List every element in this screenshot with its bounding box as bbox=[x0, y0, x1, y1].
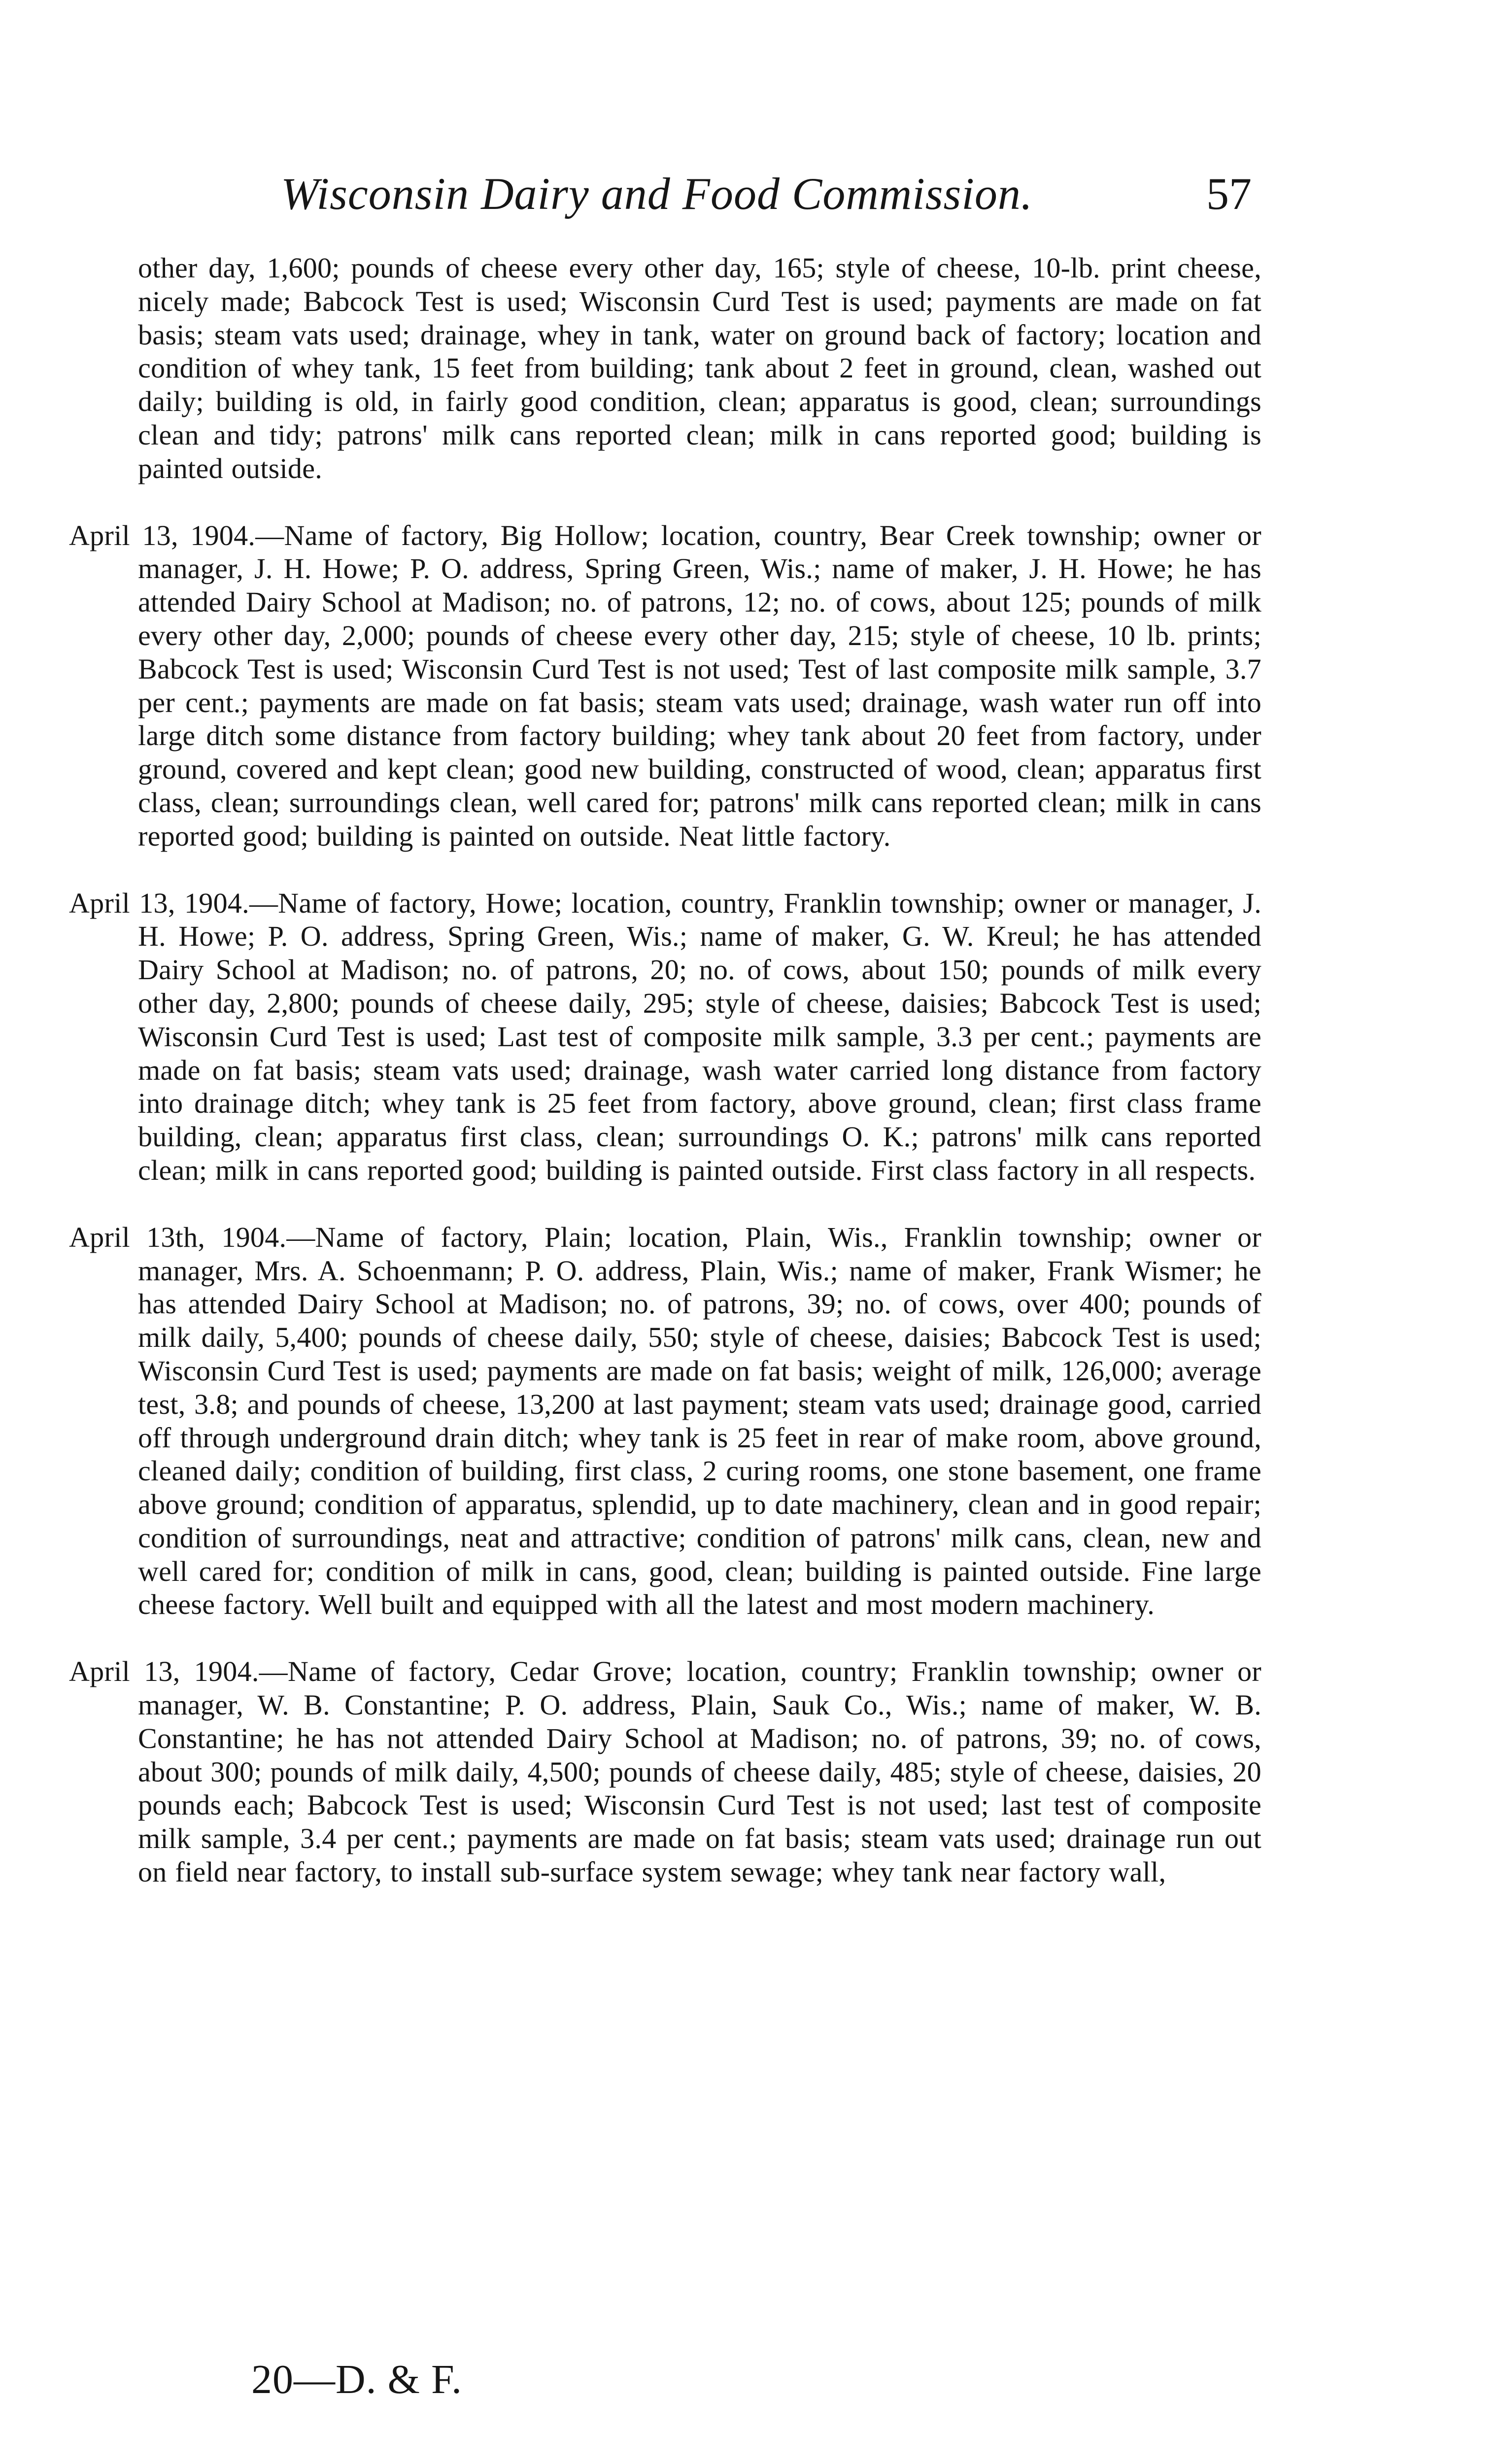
page-number: 57 bbox=[1206, 169, 1252, 219]
paragraph-big-hollow: April 13, 1904.—Name of factory, Big Hollow; location, country, Bear Creek township; owner or manager, J. H. Howe; P. O. address, Spring Green, Wis.; name of maker, J. H. Howe; he has attended Dairy School at Madison; no. of patrons, 12; no. of cows, about 125; pounds of milk every other day, 2,000; pounds of cheese every other day, 215; style of cheese, 10 lb. prints; Babcock Test is used; Wisconsin Curd Test is not used; Test of last composite milk sample, 3.7 per cent.; payments are made on fat basis; steam vats used; drainage, wash water run off into large ditch some distance from factory building; whey tank about 20 feet from factory, under ground, covered and kept clean; good new building, constructed of wood, clean; apparatus first class, clean; surroundings clean, well cared for; patrons' milk cans reported clean; milk in cans reported good; building is painted on outside. Neat little factory. bbox=[69, 519, 1261, 852]
paragraph-howe: April 13, 1904.—Name of factory, Howe; location, country, Franklin township; owner or manager, J. H. Howe; P. O. address, Spring Green, Wis.; name of maker, G. W. Kreul; he has attended Dairy School at Madison; no. of patrons, 20; no. of cows, about 150; pounds of milk every other day, 2,800; pounds of cheese daily, 295; style of cheese, daisies; Babcock Test is used; Wisconsin Curd Test is used; Last test of composite milk sample, 3.3 per cent.; payments are made on fat basis; steam vats used; drainage, wash water carried long distance from factory into drainage ditch; whey tank is 25 feet from factory, above ground, clean; first class frame building, clean; apparatus first class, clean; surroundings O. K.; patrons' milk cans reported clean; milk in cans reported good; building is painted outside. First class factory in all respects. bbox=[69, 887, 1261, 1186]
body-text bbox=[69, 251, 1261, 1922]
paragraph-plain: April 13th, 1904.—Name of factory, Plain; location, Plain, Wis., Franklin township; owner or manager, Mrs. A. Schoenmann; P. O. address, Plain, Wis.; name of maker, Frank Wismer; he has attended Dairy School at Madison; no. of patrons, 39; no. of cows, over 400; pounds of milk daily, 5,400; pounds of cheese daily, 550; style of cheese, daisies; Babcock Test is used; Wisconsin Curd Test is used; payments are made on fat basis; weight of milk, 126,000; average test, 3.8; and pounds of cheese, 13,200 at last payment; steam vats used; drainage good, carried off through underground drain ditch; whey tank is 25 feet in rear of make room, above ground, cleaned daily; condition of building, first class, 2 curing rooms, one stone basement, one frame above ground; condition of apparatus, splendid, up to date machinery, clean and in good repair; condition of surroundings, neat and attractive; condition of patrons' milk cans, clean, new and well cared for; condition of milk in cans, good, clean; building is painted outside. Fine large cheese factory. Well built and equipped with all the latest and most modern machinery. bbox=[69, 1221, 1261, 1621]
page-header bbox=[266, 168, 1252, 237]
paragraph-continued: other day, 1,600; pounds of cheese every other day, 165; style of cheese, 10-lb. print cheese, nicely made; Babcock Test is used; Wisconsin Curd Test is used; payments are made on fat basis; steam vats used; drainage, whey in tank, water on ground back of factory; location and condition of whey tank, 15 feet from building; tank about 2 feet in ground, clean, washed out daily; building is old, in fairly good condition, clean; apparatus is good, clean; surroundings clean and tidy; patrons' milk cans reported clean; milk in cans reported good; building is painted outside. bbox=[138, 252, 1261, 484]
paragraph-cedar-grove: April 13, 1904.—Name of factory, Cedar Grove; location, country; Franklin township; owner or manager, W. B. Constantine; P. O. address, Plain, Sauk Co., Wis.; name of maker, W. B. Constantine; he has not attended Dairy School at Madison; no. of patrons, 39; no. of cows, about 300; pounds of milk daily, 4,500; pounds of cheese daily, 485; style of cheese, daisies, 20 pounds each; Babcock Test is used; Wisconsin Curd Test is not used; last test of composite milk sample, 3.4 per cent.; payments are made on fat basis; steam vats used; drainage run out on field near factory, to install sub-surface system sewage; whey tank near factory wall, bbox=[69, 1655, 1261, 1888]
signature-mark: 20—D. & F. bbox=[251, 2357, 462, 2402]
running-title: Wisconsin Dairy and Food Commission. bbox=[281, 169, 1033, 219]
